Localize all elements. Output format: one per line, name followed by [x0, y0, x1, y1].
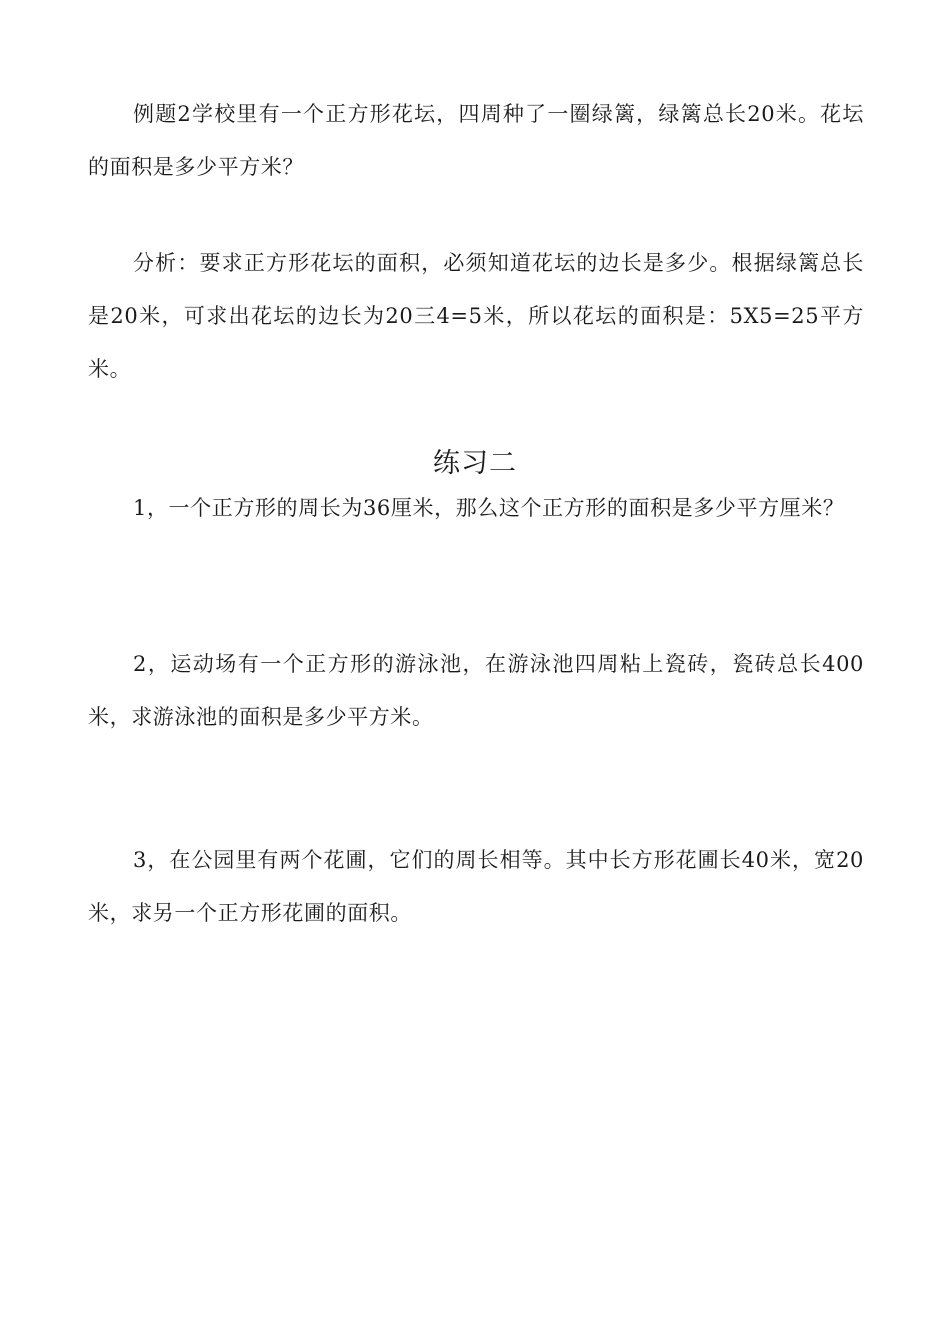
exercise-question-2: 2，运动场有一个正方形的游泳池，在游泳池四周粘上瓷砖，瓷砖总长400米，求游泳池的面积是多少平方米。: [88, 652, 864, 729]
exercise-question-3: 3，在公园里有两个花圃，它们的周长相等。其中长方形花圃长40米，宽20米，求另一个正方形花圃的面积。: [88, 848, 864, 925]
exercise-title: 练习二: [433, 448, 517, 479]
exercise-question-1: 1，一个正方形的周长为36厘米，那么这个正方形的面积是多少平方厘米？: [133, 496, 845, 520]
analysis-paragraph: 分析：要求正方形花坛的面积，必须知道花坛的边长是多少。根据绿篱总长是20米，可求出花坛的边长为20三4=5米，所以花坛的面积是：5X5=25平方米。: [88, 251, 864, 381]
example-problem: 例题2学校里有一个正方形花坛，四周种了一圈绿篱，绿篱总长20米。花坛的面积是多少平方米？: [88, 102, 864, 179]
